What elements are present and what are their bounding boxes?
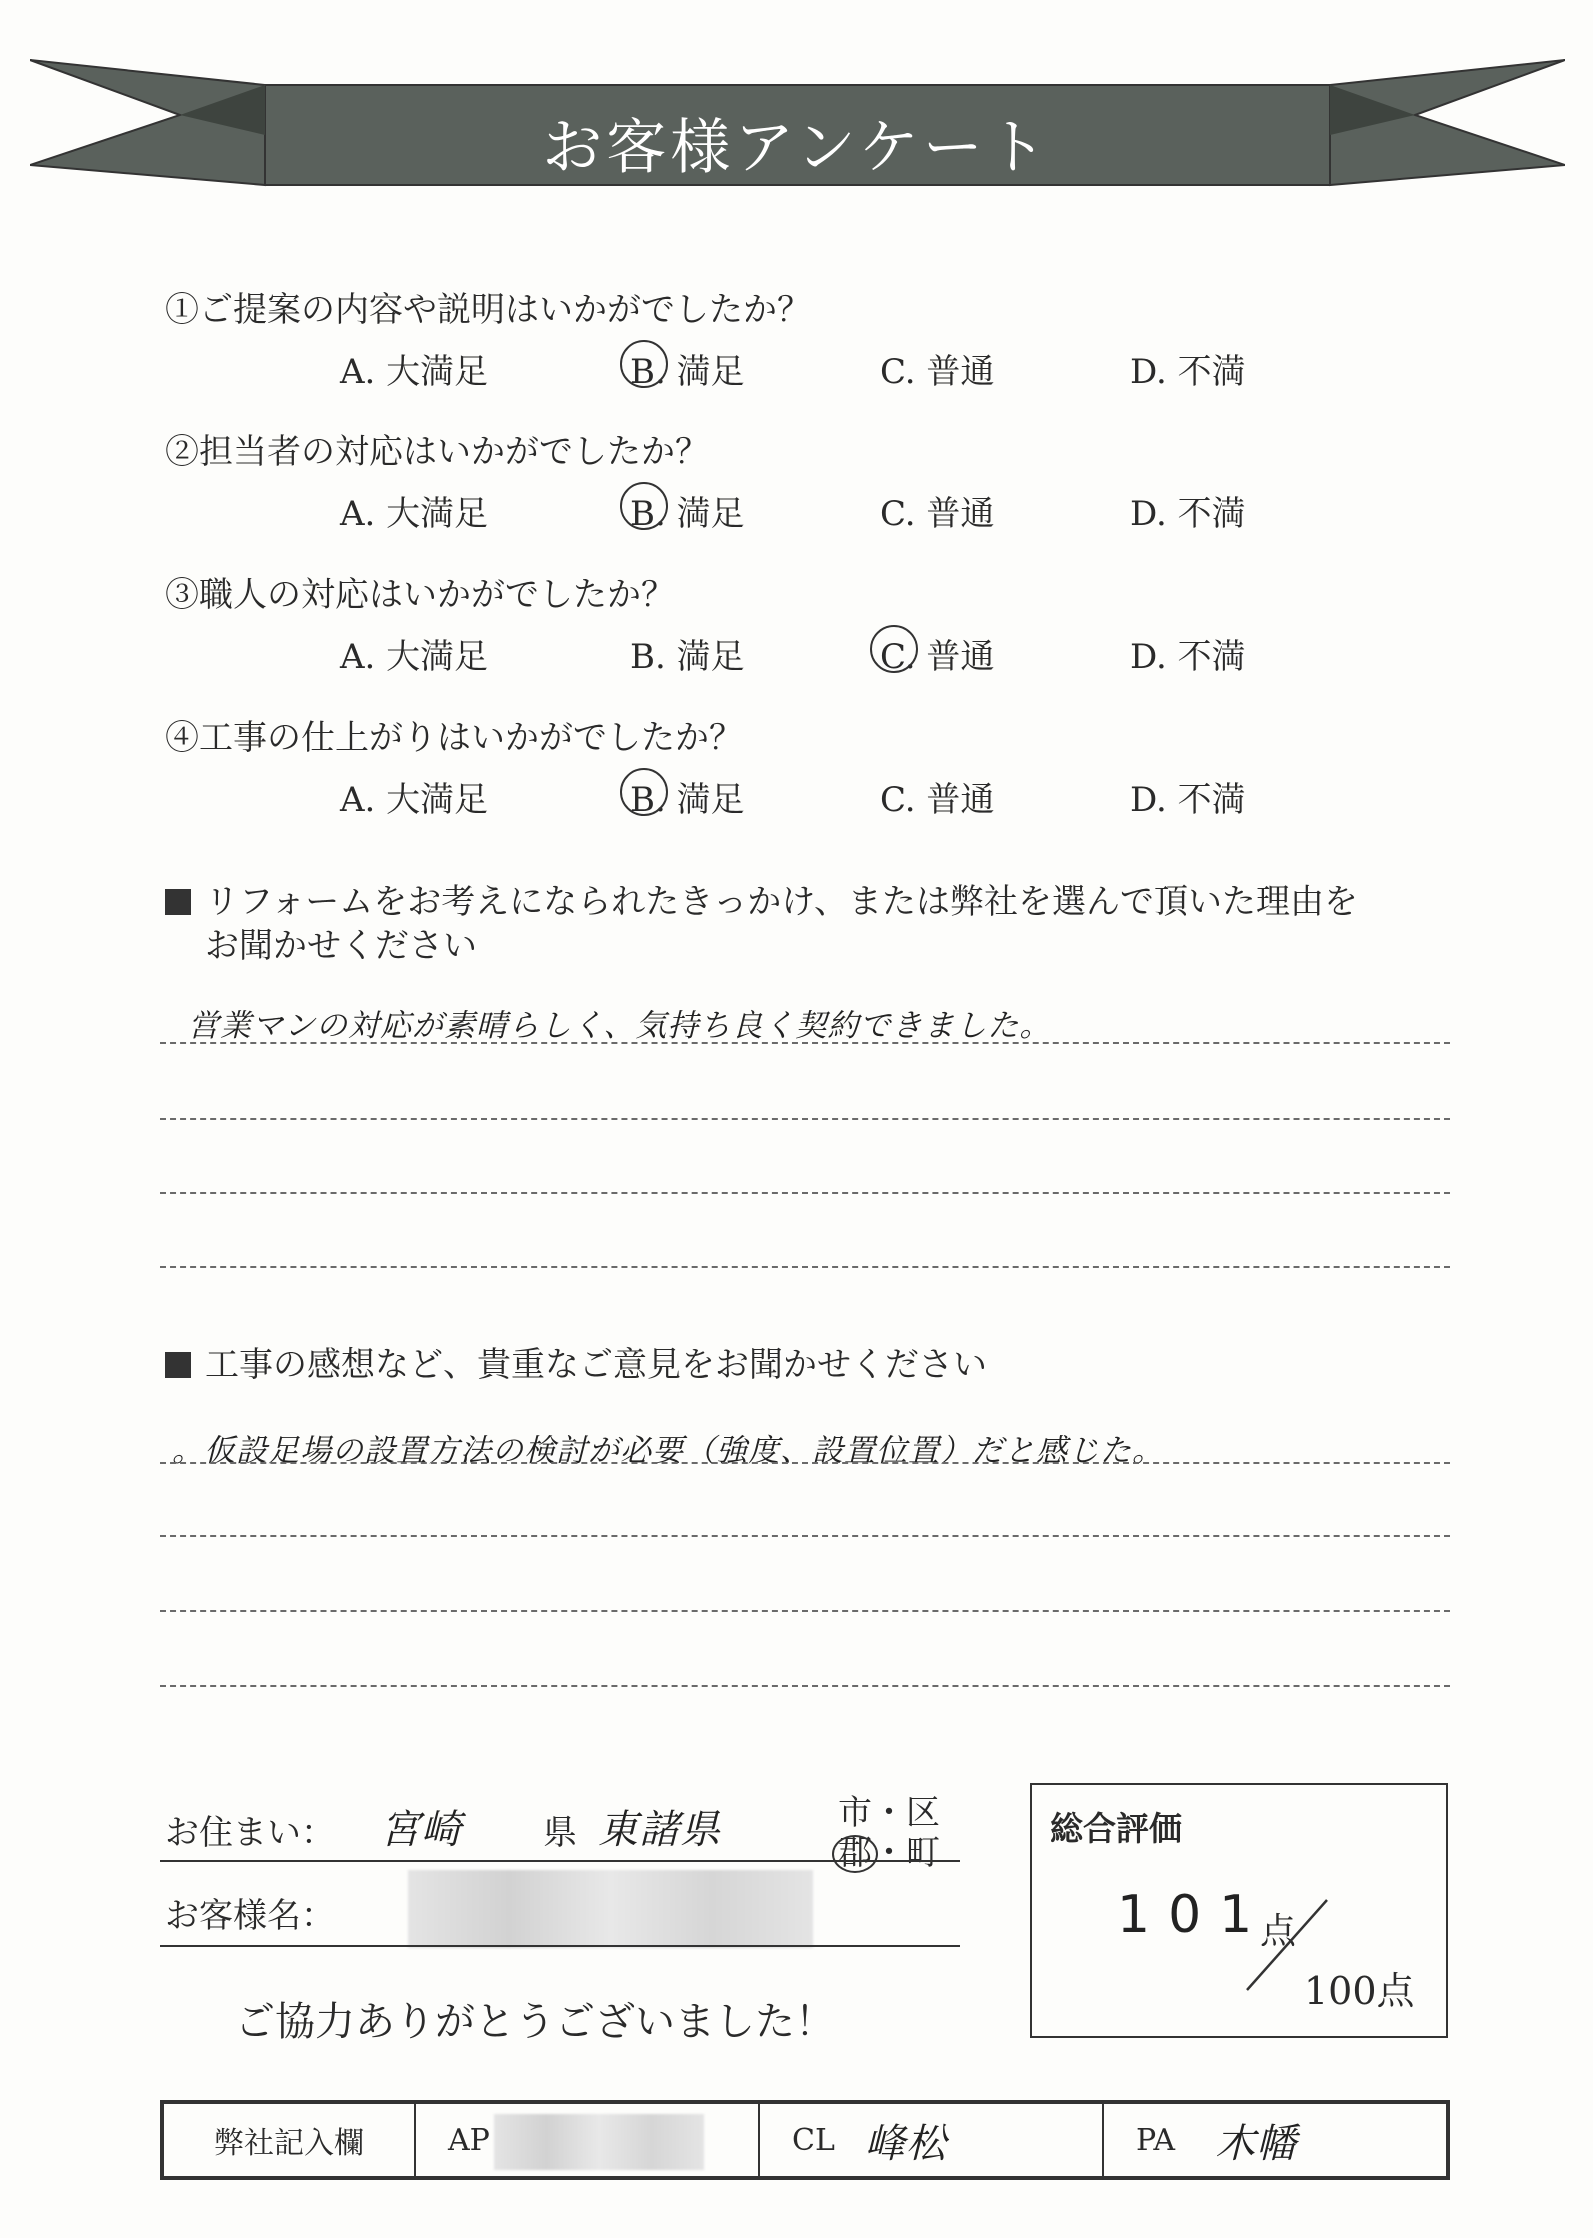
staff-table xyxy=(160,2100,1450,2180)
pa-name[interactable]: 木幡 xyxy=(1215,2120,1298,2167)
address-underline xyxy=(160,1860,960,1862)
cl-name[interactable]: 峰松 xyxy=(864,2120,947,2167)
customer-name-label: お客様名： xyxy=(165,1896,335,1936)
customer-name-redacted xyxy=(408,1870,813,1948)
section2-answer[interactable]: 。仮設足場の設置方法の検討が必要（強度、設置位置）だと感じた。 xyxy=(172,1433,1164,1469)
question-2-text: ②担当者の対応はいかがでしたか？ xyxy=(165,432,709,472)
city-opt: 市 xyxy=(838,1793,872,1833)
square-bullet-icon xyxy=(165,889,191,915)
sep: ・ xyxy=(872,1833,906,1873)
town-option xyxy=(838,1825,940,1874)
question-3-option-a[interactable] xyxy=(340,629,488,678)
score-unit: 点 xyxy=(1260,1911,1297,1952)
section1-heading-line2: お聞かせください xyxy=(205,926,477,966)
selection-circle xyxy=(870,625,918,673)
thanks-message: ご協力ありがとうございました！ xyxy=(235,1999,835,2045)
question-1-option-d[interactable] xyxy=(1130,344,1246,393)
section1-answer[interactable]: 営業マンの対応が素晴らしく、気持ち良く契約できました。 xyxy=(188,1008,1052,1044)
section2-heading-text: 工事の感想など、貴重なご意見をお聞かせください xyxy=(205,1345,987,1385)
option-label: A. 大満足 xyxy=(340,352,489,392)
question-1-option-a[interactable] xyxy=(340,344,488,393)
answer-line xyxy=(160,1685,1450,1687)
question-3-option-d[interactable] xyxy=(1130,629,1246,678)
question-1-option-c[interactable] xyxy=(880,344,994,393)
option-label: A. 大満足 xyxy=(340,494,489,534)
selection-circle xyxy=(620,768,668,816)
answer-line xyxy=(160,1118,1450,1120)
option-label: C. 普通 xyxy=(880,494,995,534)
option-label: B. 満足 xyxy=(630,637,745,677)
staff-label-cell xyxy=(164,2104,416,2176)
city-value[interactable]: 東諸県 xyxy=(598,1807,721,1853)
option-label: B. 満足 xyxy=(630,494,745,534)
ward-opt: 区 xyxy=(906,1793,940,1833)
gun-opt: 郡 xyxy=(838,1833,872,1873)
square-bullet-icon xyxy=(165,1352,191,1378)
ap-cell xyxy=(416,2104,760,2176)
answer-line xyxy=(160,1610,1450,1612)
option-label: D. 不満 xyxy=(1130,352,1246,392)
option-label: C. 普通 xyxy=(880,352,995,392)
answer-line xyxy=(160,1462,1450,1464)
answer-line xyxy=(160,1192,1450,1194)
town-opt: 町 xyxy=(906,1833,940,1873)
cl-cell xyxy=(760,2104,1104,2176)
question-2-option-c[interactable] xyxy=(880,486,994,535)
prefecture-suffix: 県 xyxy=(543,1813,577,1853)
option-label: B. 満足 xyxy=(630,352,745,392)
ap-label: AP xyxy=(448,2122,490,2158)
question-3-option-b[interactable] xyxy=(630,629,745,678)
question-1-text: ①ご提案の内容や説明はいかがでしたか？ xyxy=(165,290,811,330)
staff-label: 弊社記入欄 xyxy=(214,2126,364,2161)
question-1-option-b[interactable] xyxy=(630,344,745,393)
pa-label: PA xyxy=(1136,2122,1176,2158)
customer-underline xyxy=(160,1945,960,1947)
question-2-option-a[interactable] xyxy=(340,486,488,535)
question-4-option-c[interactable] xyxy=(880,772,994,821)
question-4-option-a[interactable] xyxy=(340,772,488,821)
option-label: D. 不満 xyxy=(1130,780,1246,820)
question-4-text: ④工事の仕上がりはいかがでしたか？ xyxy=(165,718,743,758)
total-label: 総合評価 xyxy=(1050,1809,1182,1848)
option-label: C. 普通 xyxy=(880,780,995,820)
answer-line xyxy=(160,1535,1450,1537)
total-score[interactable]: 101 xyxy=(1117,1885,1271,1945)
max-score: 100点 xyxy=(1304,1969,1415,2013)
option-label: B. 満足 xyxy=(630,780,745,820)
option-label: D. 不満 xyxy=(1130,637,1246,677)
question-3-option-c[interactable] xyxy=(880,629,994,678)
sep: ・ xyxy=(872,1793,906,1833)
section1-heading xyxy=(165,880,1358,968)
answer-line xyxy=(160,1042,1450,1044)
option-label: A. 大満足 xyxy=(340,637,489,677)
selection-circle xyxy=(620,340,668,388)
question-4-option-d[interactable] xyxy=(1130,772,1246,821)
option-label: D. 不満 xyxy=(1130,494,1246,534)
selection-circle xyxy=(832,1835,878,1873)
selection-circle xyxy=(620,482,668,530)
answer-line xyxy=(160,1266,1450,1268)
page-title: お客様アンケート xyxy=(542,113,1051,183)
option-label: A. 大満足 xyxy=(340,780,489,820)
cl-label: CL xyxy=(792,2122,835,2158)
total-evaluation-box xyxy=(1030,1783,1448,2038)
address-label: お住まい： xyxy=(165,1813,335,1853)
pa-cell xyxy=(1104,2104,1446,2176)
prefecture-value[interactable]: 宮崎 xyxy=(380,1807,462,1853)
question-2-option-d[interactable] xyxy=(1130,486,1246,535)
question-2-option-b[interactable] xyxy=(630,486,745,535)
gun-opt-wrap xyxy=(838,1833,872,1873)
section2-heading xyxy=(165,1343,987,1387)
ap-name-redacted xyxy=(494,2114,704,2170)
question-4-option-b[interactable] xyxy=(630,772,745,821)
question-3-text: ③職人の対応はいかがでしたか？ xyxy=(165,575,675,615)
section1-heading-line1: リフォームをお考えになられたきっかけ、または弊社を選んで頂いた理由を xyxy=(205,882,1358,922)
option-label: C. 普通 xyxy=(880,637,995,677)
